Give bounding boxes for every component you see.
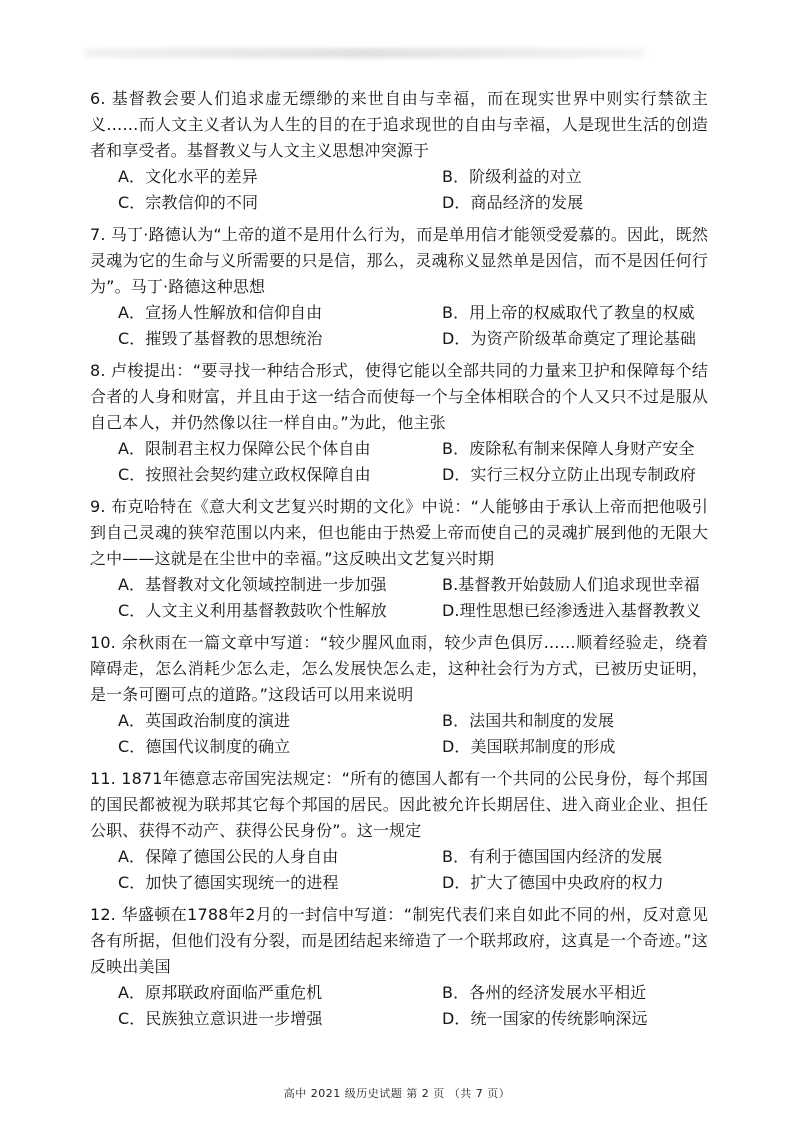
question-8 <box>90 358 708 488</box>
option-d[interactable]: D.理性思想已经渗透进入基督教教义 <box>442 601 702 620</box>
question-number: 6. <box>90 89 106 108</box>
options <box>90 164 708 216</box>
question-7 <box>90 222 708 352</box>
option-b[interactable]: B．有利于德国国内经济的发展 <box>442 847 663 866</box>
option-c[interactable]: C．德国代议制度的确立 <box>118 737 291 756</box>
option-b[interactable]: B．阶级利益的对立 <box>442 167 582 186</box>
question-number: 7. <box>90 225 106 244</box>
option-b[interactable]: B．废除私有制来保障人身财产安全 <box>442 439 695 458</box>
options <box>90 980 708 1032</box>
option-a[interactable]: A．限制君主权力保障公民个体自由 <box>118 439 371 458</box>
question-text: 卢梭提出：“要寻找一种结合形式，使得它能以全部共同的力量来卫护和保障每个结合者的人身和财富，并且由于这一结合而使每一个与全体相联合的个人又只不过是服从自己本人，并仍然像以往一样自由。”为此，他主张 <box>90 361 708 432</box>
question-number: 10. <box>90 633 116 652</box>
option-d[interactable]: D．商品经济的发展 <box>442 193 584 212</box>
question-stem <box>90 494 708 572</box>
option-b[interactable]: B．法国共和制度的发展 <box>442 711 615 730</box>
options <box>90 844 708 896</box>
option-b[interactable]: B.基督教开始鼓励人们追求现世幸福 <box>442 575 700 594</box>
question-11 <box>90 766 708 896</box>
question-number: 8. <box>90 361 106 380</box>
question-10 <box>90 630 708 760</box>
question-number: 12. <box>90 905 116 924</box>
option-d[interactable]: D．统一国家的传统影响深远 <box>442 1009 648 1028</box>
option-c[interactable]: C．加快了德国实现统一的进程 <box>118 873 339 892</box>
option-a[interactable]: A．文化水平的差异 <box>118 167 258 186</box>
question-text: 余秋雨在一篇文章中写道：“较少腥风血雨，较少声色俱厉……顺着经验走，绕着障碍走，怎么消耗少怎么走，怎么发展快怎么走，这种社会行为方式，已被历史证明，是一条可圈可点的道路。”这段话可以用来说明 <box>90 633 708 704</box>
option-d[interactable]: D．实行三权分立防止出现专制政府 <box>442 465 696 484</box>
option-a[interactable]: A．基督教对文化领域控制进一步加强 <box>118 575 387 594</box>
question-stem <box>90 630 708 708</box>
question-stem <box>90 86 708 164</box>
question-number: 11. <box>90 769 116 788</box>
options <box>90 572 708 624</box>
option-a[interactable]: A．英国政治制度的演进 <box>118 711 291 730</box>
option-a[interactable]: A．原邦联政府面临严重危机 <box>118 983 323 1002</box>
question-12 <box>90 902 708 1032</box>
option-b[interactable]: B．用上帝的权威取代了教皇的权威 <box>442 303 695 322</box>
question-stem <box>90 358 708 436</box>
question-text: 马丁·路德认为“上帝的道不是用什么行为，而是单用信才能领受爱慕的。因此，既然灵魂为它的生命与义所需要的只是信，那么，灵魂称义显然单是因信，而不是因任何行为”。马丁·路德这种思想 <box>90 225 708 296</box>
option-c[interactable]: C．人文主义利用基督教鼓吹个性解放 <box>118 601 387 620</box>
option-d[interactable]: D．美国联邦制度的形成 <box>442 737 616 756</box>
option-a[interactable]: A．保障了德国公民的人身自由 <box>118 847 339 866</box>
options <box>90 708 708 760</box>
option-c[interactable]: C．宗教信仰的不同 <box>118 193 259 212</box>
question-9 <box>90 494 708 624</box>
page-footer: 高中 2021 级历史试题 第 2 页 （共 7 页） <box>283 1087 511 1100</box>
question-stem <box>90 902 708 980</box>
option-b[interactable]: B．各州的经济发展水平相近 <box>442 983 647 1002</box>
question-stem <box>90 222 708 300</box>
question-stem <box>90 766 708 844</box>
option-c[interactable]: C．按照社会契约建立政权保障自由 <box>118 465 371 484</box>
options <box>90 300 708 352</box>
question-6 <box>90 86 708 216</box>
question-text: 1871年德意志帝国宪法规定：“所有的德国人都有一个共同的公民身份，每个邦国的国民都被视为联邦其它每个邦国的居民。因此被允许长期居住、进入商业企业、担任公职、获得不动产、获得公民身份”。这一规定 <box>90 769 708 840</box>
option-d[interactable]: D．为资产阶级革命奠定了理论基础 <box>442 329 696 348</box>
options <box>90 436 708 488</box>
question-text: 基督教会要人们追求虚无缥缈的来世自由与幸福，而在现实世界中则实行禁欲主义……而人文主义者认为人生的目的在于追求现世的自由与幸福，人是现世生活的创造者和享受者。基督教义与人文主义思想冲突源于 <box>90 89 708 160</box>
option-d[interactable]: D．扩大了德国中央政府的权力 <box>442 873 664 892</box>
question-text: 布克哈特在《意大利文艺复兴时期的文化》中说：“人能够由于承认上帝而把他吸引到自己灵魂的狭窄范围以内来，但也能由于热爱上帝而使自己的灵魂扩展到他的无限大之中——这就是在尘世中的幸福。”这反映出文艺复兴时期 <box>90 497 708 568</box>
question-text: 华盛顿在1788年2月的一封信中写道：“制宪代表们来自如此不同的州，反对意见各有所据，但他们没有分裂，而是团结起来缔造了一个联邦政府，这真是一个奇迹。”这反映出美国 <box>90 905 708 976</box>
option-a[interactable]: A．宣扬人性解放和信仰自由 <box>118 303 323 322</box>
option-c[interactable]: C．民族独立意识进一步增强 <box>118 1009 323 1028</box>
question-number: 9. <box>90 497 106 516</box>
option-c[interactable]: C．摧毁了基督教的思想统治 <box>118 329 323 348</box>
